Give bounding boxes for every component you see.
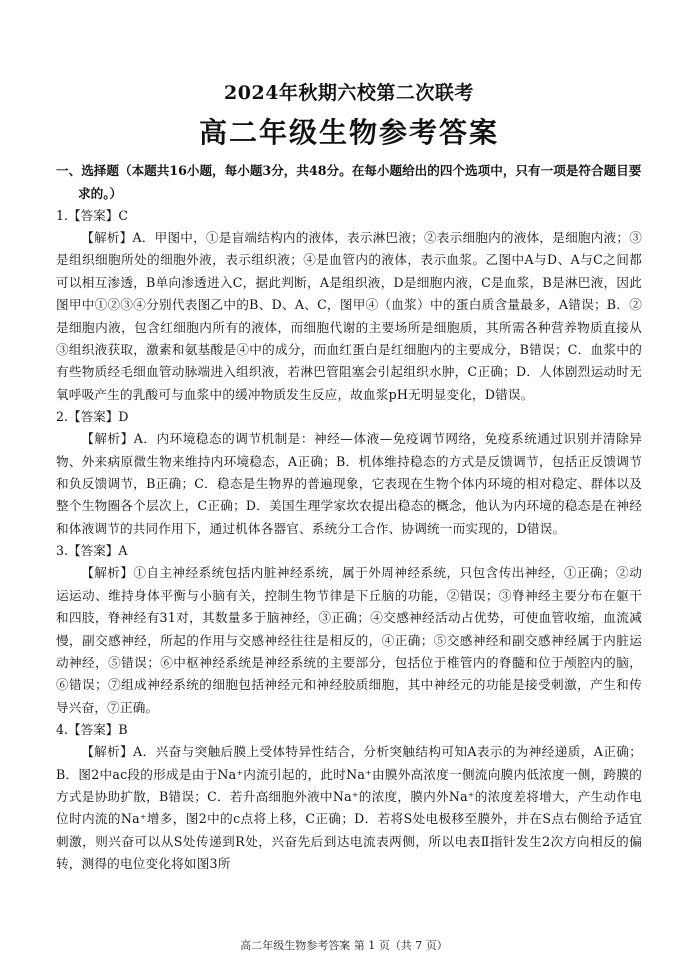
explanation-text: 【解析】①自主神经系统包括内脏神经系统，属于外周神经系统，只包含传出神经，①正确；②动运运动、维持身体平衡与小脑有关，控制生物节律是下丘脑的功能，②错误；③脊神经主要分布在躯干和四肢，脊神经有31对，其数量多于脑神经，③正确；④交感神经活动占优势，可使血管收缩，血流减慢，副交感神经，所起的作用与交感神经往往是相反的，④正确；⑤交感神经和副交感神经属于内脏运动神经，⑤错误；⑥中枢神经系统是神经系统的主要部分，包括位于椎管内的脊髓和位于颅腔内的脑，⑥错误；⑦组成神经系统的细胞包括神经元和神经胶质细胞，其中神经元的功能是接受刺激，产生和传导兴奋，⑦正确。 [56, 565, 642, 715]
question-1 [56, 205, 642, 406]
section-heading: 一、选择题（本题共16小题，每小题3分，共48分。在每小题给出的四个选项中，只有一项是符合题目要求的。） [56, 163, 642, 201]
answer-label: 2.【答案】D [56, 409, 129, 425]
exam-title: 2024年秋期六校第二次联考 [224, 82, 474, 104]
answer-label: 1.【答案】C [56, 208, 129, 223]
explanation-text: 【解析】A．甲图中，①是盲端结构内的液体，表示淋巴液；②表示细胞内的液体，是细胞内液；③是组织细胞所处的细胞外液，表示组织液；④是血管内的液体，表示血浆。乙图中A与D、A与C之间都可以相互渗透，B单向渗透进入C，据此判断，A是组织液，D是细胞内液，C是血浆，B是淋巴液，因此图甲中①②③④分别代表图乙中的B、D、A、C，图甲④（血浆）中的蛋白质含量最多，A错误；B．②是细胞内液，包含红细胞内所有的液体，而细胞代谢的主要场所是细胞质，其所需各种营养物质直接从③组织液获取，激素和氨基酸是④中的成分，而血红蛋白是红细胞内的主要成分，B错误；C．血浆中的有些物质经毛细血管动脉端进入组织液，若淋巴管阻塞会引起组织水肿，C正确；D．人体剧烈运动时无氧呼吸产生的乳酸可与血浆中的缓冲物质发生反应，故血浆pH无明显变化，D错误。 [56, 230, 642, 402]
answer-label: 4.【答案】B [56, 722, 128, 738]
answer-label: 3.【答案】A [56, 543, 128, 559]
explanation-text: 【解析】A．兴奋与突触后膜上受体特异性结合，分析突触结构可知A表示的为神经递质，A正确；B．图2中ac段的形成是由于Na⁺内流引起的，此时Na⁺由膜外高浓度一侧流向膜内低浓度一侧，跨膜的方式是协助扩散，B错误；C．若升高细胞外液中Na⁺的浓度，膜内外Na⁺的浓度差将增大，产生动作电位时内流的Na⁺增多，图2中的c点将上移，C正确；D．若将S处电极移至膜外，并在S点右侧给予适宜刺激，则兴奋可以从S处传递到R处，兴奋先后到达电流表两侧，所以电表Ⅱ指针发生2次方向相反的偏转，测得的电位变化将如图3所 [56, 744, 642, 872]
question-3 [56, 540, 642, 719]
document-title: 高二年级生物参考答案 [198, 116, 499, 149]
explanation-text: 【解析】A．内环境稳态的调节机制是：神经—体液—免疫调节网络，免疫系统通过识别并清除异物、外来病原微生物来维持内环境稳态，A正确；B．机体维持稳态的方式是反馈调节，包括正反馈调节和负反馈调节，B正确；C．稳态是生物界的普遍现象，它表现在生物个体内环境的相对稳定、群体以及整个生物圈各个层次上，C正确；D．美国生理学家坎农提出稳态的概念，他认为内环境的稳态是在神经和体液调节的共同作用下，通过机体各器官、系统分工合作、协调统一而实现的，D错误。 [56, 431, 642, 536]
page-footer: 高二年级生物参考答案 第 1 页（共 7 页） [240, 939, 448, 952]
question-4 [56, 719, 642, 875]
question-2 [56, 406, 642, 540]
